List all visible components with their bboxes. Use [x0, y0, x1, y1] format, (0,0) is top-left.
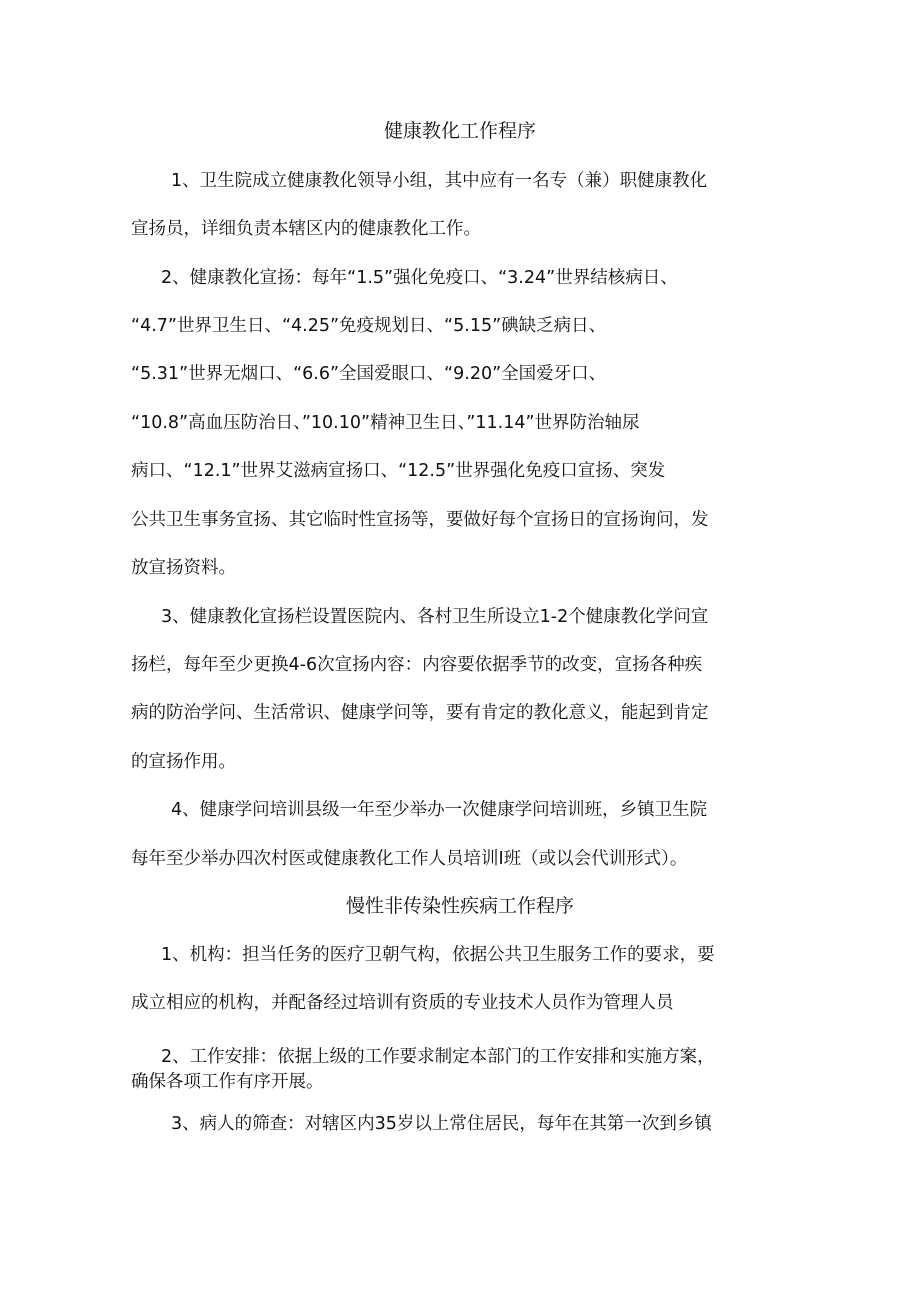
paragraph-line: 2、健康教化宣扬：每年“1.5”强化免疫口、“3.24”世界结核病日、 — [161, 268, 678, 288]
paragraph-line: 病的防治学问、生活常识、健康学问等，要有肯定的教化意义，能起到肯定 — [131, 703, 709, 723]
paragraph-line: 扬栏，每年至少更换4-6次宣扬内容：内容要依据季节的改变，宣扬各种疾 — [131, 655, 703, 675]
paragraph-line: 公共卫生事务宣扬、其它临时性宣扬等，要做好每个宣扬日的宣扬询问，发 — [131, 510, 709, 530]
paragraph-line: 4、健康学问培训县级一年至少举办一次健康学问培训班，乡镇卫生院 — [171, 800, 708, 820]
paragraph-line: 的宣扬作用。 — [131, 752, 236, 772]
section-title-health-education: 健康教化工作程序 — [383, 120, 536, 142]
paragraph-line: “5.31”世界无烟口、“6.6”全国爱眼口、“9.20”全国爱牙口、 — [131, 364, 607, 384]
section-title-chronic-disease: 慢性非传染性疾病工作程序 — [345, 895, 574, 917]
paragraph-line: “10.8”高血压防治日、”10.10”精神卫生日、”11.14”世界防治轴尿 — [131, 413, 640, 433]
paragraph-line: 1、卫生院成立健康教化领导小组，其中应有一名专（兼）职健康教化 — [171, 171, 708, 191]
paragraph-line: 3、病人的筛查：对辖区内35岁以上常住居民，每年在其第一次到乡镇 — [171, 1114, 712, 1134]
paragraph-line: 1、机构：担当任务的医疗卫朝气构，依据公共卫生服务工作的要求，要 — [161, 945, 715, 965]
paragraph-line: “4.7”世界卫生日、“4.25”免疫规划日、“5.15”碘缺乏病日、 — [131, 316, 607, 336]
paragraph-line: 放宣扬资料。 — [131, 558, 236, 578]
paragraph-line: 确保各项工作有序开展。 — [131, 1072, 324, 1092]
paragraph-line: 病口、“12.1”世界艾滋病宣扬口、“12.5”世界强化免疫口宣扬、突发 — [131, 461, 666, 481]
paragraph-line: 成立相应的机构，并配备经过培训有资质的专业技术人员作为管理人员 — [131, 993, 674, 1013]
paragraph-line: 3、健康教化宣扬栏设置医院内、各村卫生所设立1-2个健康教化学问宣 — [161, 607, 709, 627]
paragraph-line: 宣扬员，详细负责本辖区内的健康教化工作。 — [131, 219, 481, 239]
paragraph-line: 每年至少举办四次村医或健康教化工作人员培训I班（或以会代训形式）。 — [131, 849, 688, 869]
paragraph-line: 2、工作安排：依据上级的工作要求制定本部门的工作安排和实施方案， — [161, 1047, 715, 1067]
